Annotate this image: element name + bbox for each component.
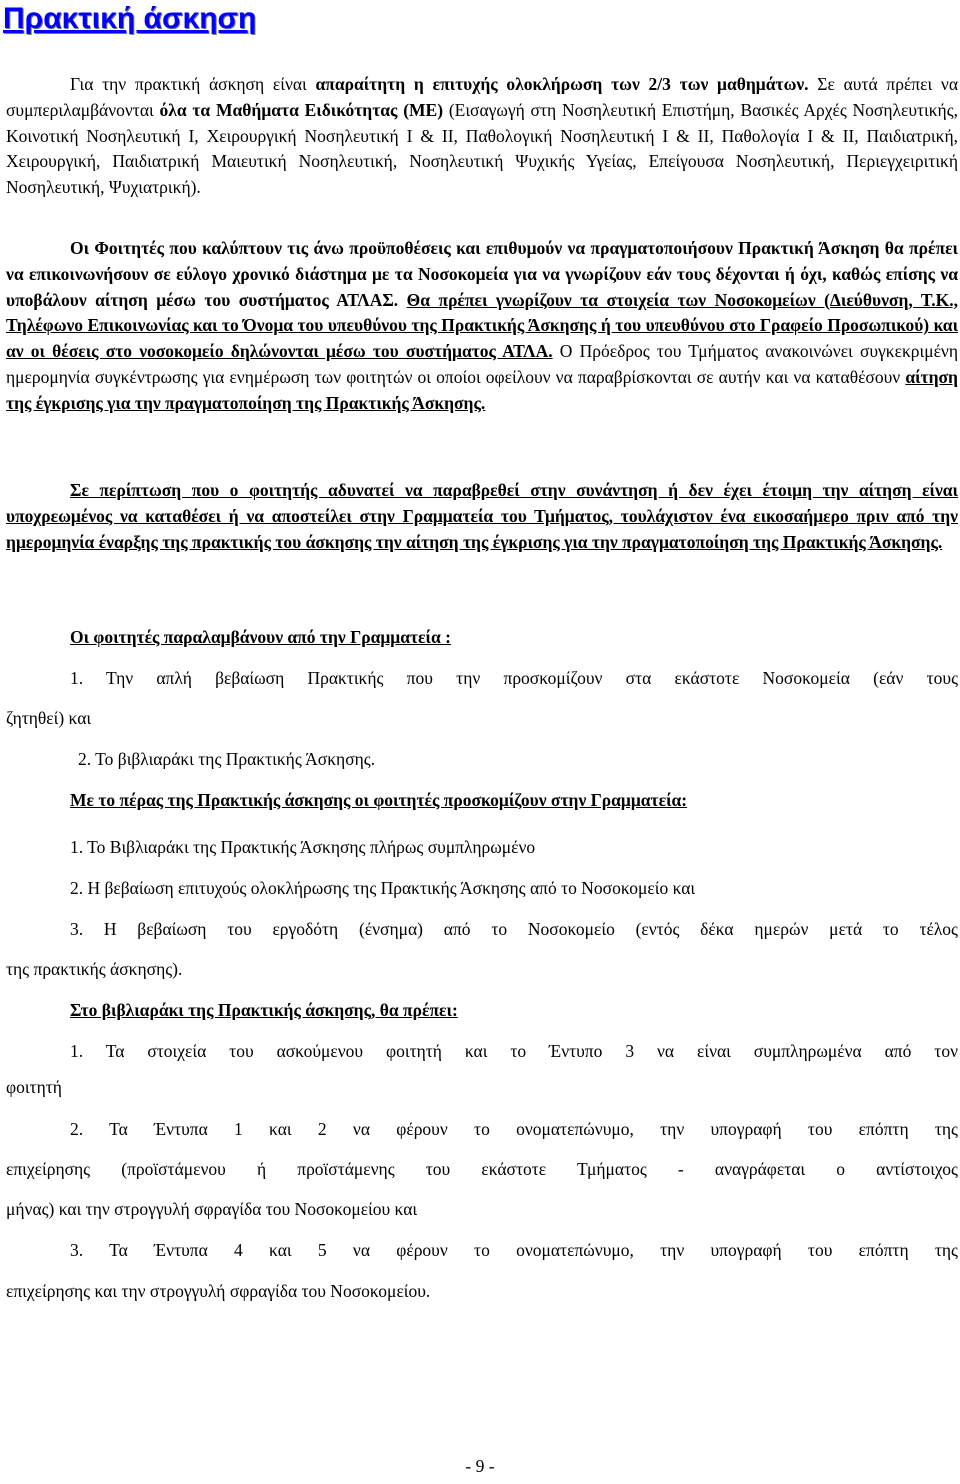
- p2-text-c: Ο Πρόεδρος του Τμήματος ανακοινώνει συγκεκριμένη ημερομηνία συγκέντρωσης για ενημέρωση των φοιτητών οι οποίοι οφείλουν να παραβρίσκονται σε αυτήν και να καταθέσουν: [6, 341, 958, 387]
- p1-text-e: (Εισαγωγή στη Νοσηλευτική Επιστήμη, Βασικές Αρχές Νοσηλευτικής, Κοινοτική Νοσηλευτική Ι, Χειρουργική Νοσηλευτική Ι & ΙΙ, Παθολογική Νοσηλευτική Ι & ΙΙ, Παθολογία Ι & ΙΙ, Παιδιατρική, Χειρουργική, Παιδιατρική Μαιευτική Νοσηλευτική, Νοσηλευτική Ψυχικής Υγείας, Επείγουσα Νοσηλευτική, Περιεγχειριτική Νοσηλευτική, Ψυχιατρική).: [6, 99, 959, 198]
- page-title: Πρακτική άσκηση: [3, 2, 257, 35]
- p3-text: Σε περίπτωση που ο φοιτητής αδυνατεί να παραβρεθεί στην συνάντηση ή δεν έχει έτοιμη την αίτηση είναι υποχρεωμένος να καταθέσει ή να αποστείλει στην Γραμματεία του Τμήματος, τουλάχιστον ένα εικοσαήμερο πριν από την ημερομηνία έναρξης της πρακτικής του άσκησης την αίτηση της έγκρισης για την πραγματοποίηση της Πρακτικής Άσκησης.: [6, 480, 958, 552]
- list-item: 1. Την απλή βεβαίωση Πρακτικής που την προσκομίζουν στα εκάστοτε Νοσοκομεία (εάν τους: [70, 668, 958, 688]
- list-item-continuation: της πρακτικής άσκησης).: [6, 959, 183, 979]
- p1-text-b: απαραίτητη η επιτυχής ολοκλήρωση των 2/3 των μαθημάτων.: [315, 74, 809, 94]
- list-item: 2. Τα Έντυπα 1 και 2 να φέρουν το ονοματεπώνυμο, την υπογραφή του επόπτη της: [70, 1119, 958, 1139]
- p1-text-d: όλα τα Μαθήματα Ειδικότητας (ΜΕ): [159, 99, 444, 120]
- page-number: - 9 -: [465, 1456, 495, 1476]
- list-item-continuation: επιχείρησης και την στρογγυλή σφραγίδα του Νοσοκομείου.: [6, 1281, 431, 1301]
- section-heading-booklet: Στο βιβλιαράκι της Πρακτικής άσκησης, θα πρέπει:: [70, 1000, 458, 1020]
- p1-text-c: Σε αυτά πρέπει να συμπεριλαμβάνονται: [6, 74, 959, 120]
- list-item: 2. Η βεβαίωση επιτυχούς ολοκλήρωσης της Πρακτικής Άσκησης από το Νοσοκομείο και: [70, 878, 696, 898]
- p2-text-b: Θα πρέπει γνωρίζουν τα στοιχεία των Νοσοκομείων (Διεύθυνση, Τ.Κ., Τηλέφωνο Επικοινωνίας και το Όνομα του υπευθύνου της Πρακτικής Άσκησης ή του υπευθύνου στο Γραφείο Προσωπικού) και αν οι θέσεις στο νοσοκομείο δηλώνονται μέσω του συστήματος ΑΤΛΑ.: [6, 289, 959, 362]
- list-item-continuation: φοιτητή: [6, 1077, 62, 1097]
- list-item: 3. Τα Έντυπα 4 και 5 να φέρουν το ονοματεπώνυμο, την υπογραφή του επόπτη της: [70, 1240, 958, 1260]
- paragraph-procedure: [6, 236, 958, 417]
- section-heading-submit: Με το πέρας της Πρακτικής άσκησης οι φοιτητές προσκομίζουν στην Γραμματεία:: [70, 790, 688, 810]
- p2-text-a: Οι Φοιτητές που καλύπτουν τις άνω προϋποθέσεις και επιθυμούν να πραγματοποιήσουν Πρακτική Άσκηση θα πρέπει να επικοινωνήσουν σε εύλογο χρονικό διάστημα με τα Νοσοκομεία για να γνωρίζουν εάν τους δέχονται ή όχι, καθώς επίσης να υποβάλουν αίτηση μέσω του συστήματος ΑΤΛΑΣ.: [6, 238, 958, 310]
- paragraph-requirements: [6, 72, 958, 201]
- list-item-continuation: ζητηθεί) και: [6, 708, 92, 728]
- paragraph-absence: [6, 478, 958, 555]
- p1-text-a: Για την πρακτική άσκηση είναι: [70, 74, 316, 94]
- list-item: 2. Το βιβλιαράκι της Πρακτικής Άσκησης.: [78, 749, 376, 769]
- section-heading-receive: Οι φοιτητές παραλαμβάνουν από την Γραμματεία :: [70, 627, 451, 647]
- list-item: 1. Το Βιβλιαράκι της Πρακτικής Άσκησης πλήρως συμπληρωμένο: [70, 837, 536, 857]
- list-item-continuation: μήνας) και την στρογγυλή σφραγίδα του Νοσοκομείου και: [6, 1199, 418, 1219]
- list-item: 1. Τα στοιχεία του ασκούμενου φοιτητή και το Έντυπο 3 να είναι συμπληρωμένα από τον: [70, 1041, 958, 1061]
- p2-text-d: αίτηση της έγκρισης για την πραγματοποίηση της Πρακτικής Άσκησης.: [6, 366, 958, 413]
- list-item: 3. Η βεβαίωση του εργοδότη (ένσημα) από το Νοσοκομείο (εντός δέκα ημερών μετά το τέλος: [70, 919, 958, 939]
- list-item-continuation: επιχείρησης (προϊστάμενου ή προϊστάμενης του εκάστοτε Τμήματος - αναγράφεται ο αντίστοιχος: [6, 1159, 958, 1179]
